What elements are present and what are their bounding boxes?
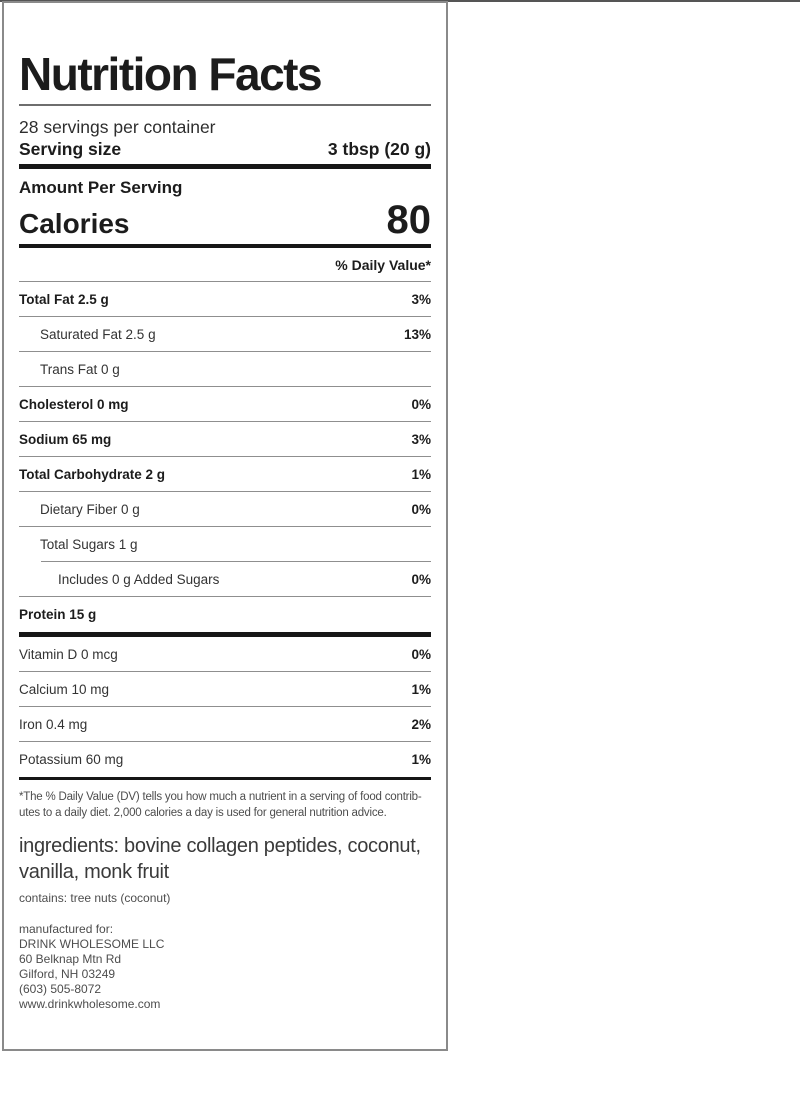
nutrient-name: Protein 15 g: [19, 607, 97, 622]
nutrient-daily-value: 0%: [411, 501, 431, 517]
nutrient-daily-value: 0%: [411, 571, 431, 587]
nutrient-name: Includes 0 g Added Sugars: [58, 571, 220, 587]
nutrient-row: [19, 387, 431, 422]
nutrition-facts-label: [2, 1, 448, 1051]
nutrient-row: [19, 422, 431, 457]
nutrient-name: Total Sugars 1 g: [40, 537, 138, 552]
vitamin-name: Calcium 10 mg: [19, 681, 110, 697]
nutrient-name: Cholesterol 0 mg: [19, 396, 129, 412]
amount-per-serving: Amount Per Serving: [19, 178, 183, 197]
nutrient-name: Dietary Fiber 0 g: [40, 501, 140, 517]
nutrient-row: [19, 527, 431, 562]
nutrient-name: Sodium 65 mg: [19, 431, 112, 447]
ingredients-text: ingredients: bovine collagen peptides, coconut, vanilla, monk fruit: [19, 835, 421, 883]
vitamin-daily-value: 0%: [411, 646, 431, 662]
label-title: Nutrition Facts: [19, 48, 322, 100]
nutrient-name: Saturated Fat 2.5 g: [40, 326, 156, 342]
nutrient-row: [19, 492, 431, 527]
vitamin-name: Vitamin D 0 mcg: [19, 646, 118, 662]
calories-row: [19, 198, 431, 242]
manufacturer-line: (603) 505-8072: [19, 982, 102, 996]
manufacturer-line: www.drinkwholesome.com: [19, 997, 161, 1011]
manufacturer-line: manufactured for:: [19, 922, 114, 936]
daily-value-header: % Daily Value*: [19, 248, 431, 282]
nutrient-daily-value: 1%: [411, 466, 431, 482]
serving-size-label: Serving size: [19, 139, 122, 159]
nutrient-row: [19, 562, 431, 597]
serving-size-value: 3 tbsp (20 g): [327, 139, 431, 159]
calories-label: Calories: [19, 208, 130, 239]
nutrient-daily-value: 13%: [403, 326, 431, 342]
nutrient-row: [19, 317, 431, 352]
nutrient-row: [19, 282, 431, 317]
section-bar-thick: [19, 164, 431, 169]
nutrient-row: [19, 352, 431, 387]
daily-value-footnote: [19, 780, 431, 821]
vitamin-rows: [19, 637, 431, 777]
footnote-line: *The % Daily Value (DV) tells you how much a nutrient in a serving of food contrib-: [19, 791, 422, 803]
vitamin-daily-value: 2%: [411, 716, 431, 732]
vitamin-row: [19, 707, 431, 742]
vitamin-daily-value: 1%: [411, 681, 431, 697]
vitamin-row: [19, 742, 431, 777]
serving-size-row: [19, 138, 431, 160]
footnote-line: utes to a daily diet. 2,000 calories a day is used for general nutrition advice.: [19, 807, 387, 819]
allergen-contains-text: contains: tree nuts (coconut): [19, 891, 171, 905]
nutrient-row: [19, 457, 431, 492]
nutrient-row: [19, 597, 431, 632]
manufacturer-line: Gilford, NH 03249: [19, 967, 116, 981]
nutrient-name: Trans Fat 0 g: [40, 361, 120, 377]
vitamin-name: Potassium 60 mg: [19, 752, 124, 767]
nutrient-daily-value: 0%: [411, 396, 431, 412]
manufacturer-line: 60 Belknap Mtn Rd: [19, 952, 122, 966]
nutrient-daily-value: 3%: [411, 291, 431, 307]
vitamin-row: [19, 637, 431, 672]
manufacturer-line: DRINK WHOLESOME LLC: [19, 937, 165, 951]
vitamin-daily-value: 1%: [411, 752, 431, 767]
nutrient-name: Total Fat 2.5 g: [19, 291, 109, 307]
servings-per-container: 28 servings per container: [19, 117, 216, 137]
calories-value: 80: [386, 198, 431, 242]
nutrient-name: Total Carbohydrate 2 g: [19, 466, 166, 482]
manufacturer-block: [19, 922, 431, 1012]
nutrient-daily-value: 3%: [411, 431, 431, 447]
vitamin-name: Iron 0.4 mg: [19, 716, 88, 732]
nutrient-rows: [19, 282, 431, 632]
vitamin-row: [19, 672, 431, 707]
